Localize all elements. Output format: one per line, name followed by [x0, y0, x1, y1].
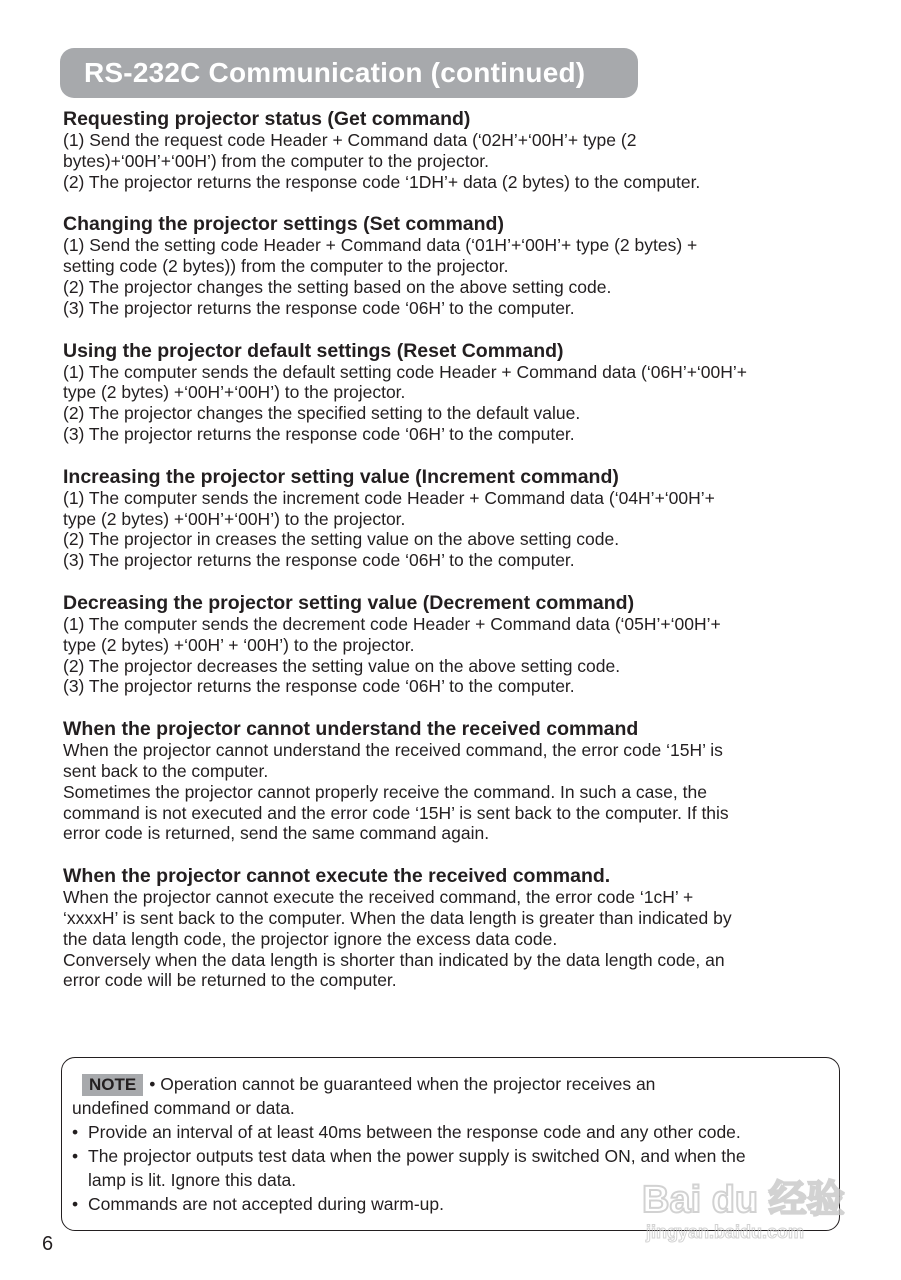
- note-item: [72, 1144, 831, 1192]
- note-first-bullet: • Operation cannot be guaranteed when the projector receives an: [149, 1074, 656, 1094]
- section-body: (1) Send the request code Header + Command data (‘02H’+‘00H’+ type (2 bytes)+‘00H’+‘00H’) from the computer to the projector. (2) The projector returns the response code ‘1DH’+ data (2 bytes) to the computer.: [63, 130, 701, 192]
- section-body: (1) Send the setting code Header + Command data (‘01H’+‘00H’+ type (2 bytes) + setting code (2 bytes)) from the computer to the projector. (2) The projector changes the setting based on the above setting code. (3) The projector returns the response code ‘06H’ to the computer.: [63, 235, 698, 318]
- note-item: [72, 1120, 831, 1144]
- note-first-line: [72, 1072, 831, 1096]
- section-body: When the projector cannot understand the received command, the error code ‘15H’ is sent back to the computer. Sometimes the projector cannot properly receive the command. In such a case, the command is not executed and the error code ‘15H’ is sent back to the computer. If this error code is returned, send the same command again.: [63, 740, 729, 844]
- section-heading: Requesting projector status (Get command): [63, 108, 471, 130]
- section-decrement-command: [63, 592, 853, 697]
- note-item-text: Provide an interval of at least 40ms between the response code and any other code.: [88, 1122, 741, 1142]
- section-get-command: [63, 108, 853, 192]
- section-heading: Using the projector default settings (Reset Command): [63, 339, 564, 362]
- section-body: (1) The computer sends the default setting code Header + Command data (‘06H’+‘00H’+ type (2 bytes) +‘00H’+‘00H’) to the projector. (2) The projector changes the specified setting to the default value. (3) The projector returns the response code ‘06H’ to the computer.: [63, 361, 748, 444]
- page-number: 6: [42, 1233, 54, 1255]
- section-heading: When the projector cannot execute the received command.: [63, 865, 611, 888]
- note-tag: NOTE: [82, 1074, 143, 1096]
- section-body: When the projector cannot execute the received command, the error code ‘1cH’ + ‘xxxxH’ is sent back to the computer. When the data length is greater than indicated by the data length code, the projector ignore the excess data code. Conversely when the data length is shorter than indicated by the data length code, an error code will be returned to the computer.: [63, 887, 732, 991]
- section-heading: When the projector cannot understand the received command: [63, 718, 639, 741]
- section-heading: Decreasing the projector setting value (Decrement command): [63, 591, 635, 614]
- section-cannot-understand: [63, 718, 853, 844]
- watermark-brand: Bai du 经验: [642, 1179, 845, 1221]
- bullet: •: [72, 1122, 79, 1142]
- section-body: (1) The computer sends the decrement code Header + Command data (‘05H’+‘00H’+ type (2 bytes) +‘00H’ + ‘00H’) to the projector. (2) The projector decreases the setting value on the above setting code. (3) The projector returns the response code ‘06H’ to the computer.: [63, 613, 721, 697]
- bullet: •: [72, 1194, 79, 1214]
- note-first-bullet-cont: undefined command or data.: [72, 1098, 295, 1118]
- section-set-command: [63, 213, 853, 318]
- section-body: (1) The computer sends the increment code Header + Command data (‘04H’+‘00H’+ type (2 bytes) +‘00H’+‘00H’) to the projector. (2) The projector in creases the setting value on the above setting code. (3) The projector returns the response code ‘06H’ to the computer.: [63, 487, 715, 571]
- section-heading: Changing the projector settings (Set command): [63, 213, 504, 236]
- section-increment-command: [63, 466, 853, 571]
- main-content: [63, 108, 853, 1012]
- note-box: [61, 1057, 840, 1231]
- section-heading: Increasing the projector setting value (Increment command): [63, 465, 619, 488]
- title-banner: [60, 48, 638, 98]
- page-title: RS-232C Communication (continued): [84, 57, 586, 88]
- note-item-text: Commands are not accepted during warm-up.: [88, 1194, 445, 1214]
- section-reset-command: [63, 340, 853, 445]
- section-cannot-execute: [63, 865, 853, 991]
- note-item-text: The projector outputs test data when the power supply is switched ON, and when the lamp is lit. Ignore this data.: [88, 1146, 746, 1190]
- note-item: [72, 1192, 831, 1216]
- watermark-url: jingyan.baidu.com: [646, 1222, 805, 1242]
- bullet: •: [72, 1146, 79, 1166]
